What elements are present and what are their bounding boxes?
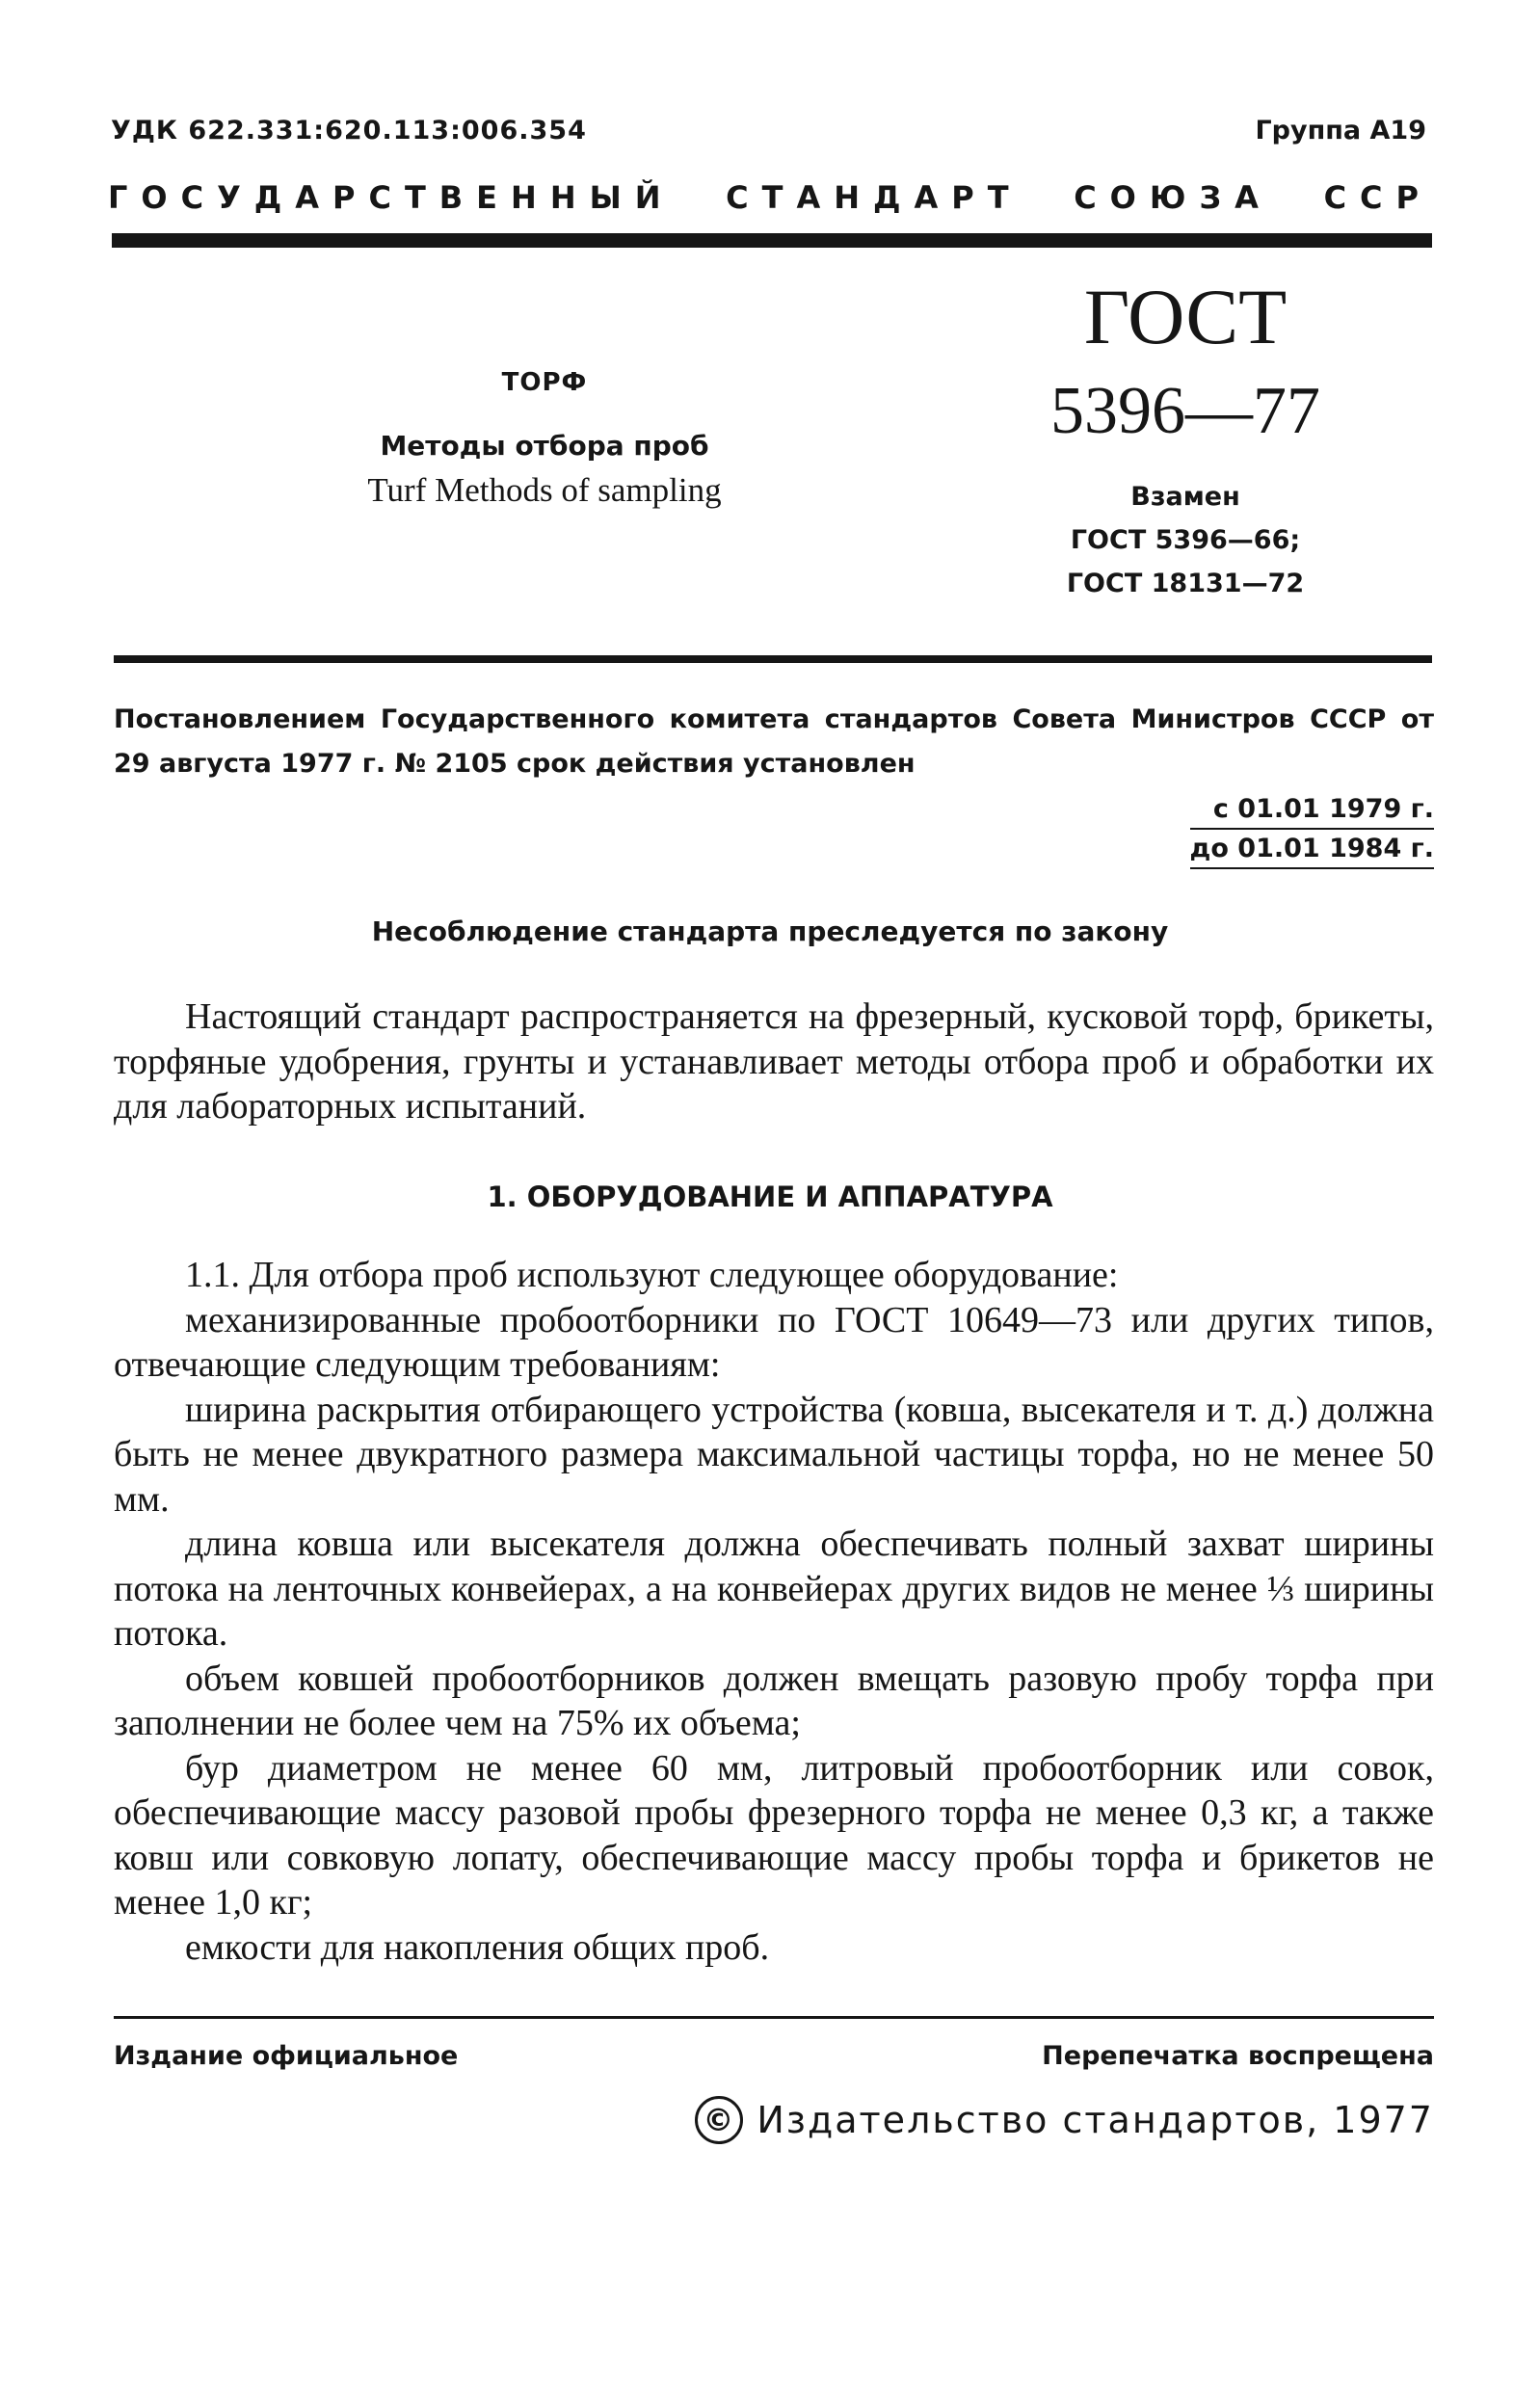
validity-dates bbox=[1190, 790, 1434, 869]
intro-paragraph: Настоящий стандарт распространяется на фрезерный, кусковой торф, брикеты, торфяные удобрения, грунты и устанавливает методы отбора проб и обработки их для лабораторных испытаний. bbox=[114, 996, 1434, 1127]
replaces-gost-2: ГОСТ 18131—72 bbox=[1066, 569, 1305, 598]
publisher-name: Издательство стандартов, 1977 bbox=[757, 2099, 1434, 2141]
gost-label: ГОСТ bbox=[1083, 273, 1288, 360]
state-word-2: СТАНДАРТ bbox=[726, 179, 1022, 216]
title-rule bbox=[114, 655, 1432, 663]
state-word-4: ССР bbox=[1323, 179, 1432, 216]
udk-code: УДК 622.331:620.113:006.354 bbox=[111, 116, 587, 146]
gost-number: 5396—77 bbox=[1050, 374, 1320, 448]
clause-paragraph: бур диаметром не менее 60 мм, литровый пробоотборник или совок, обеспечивающие массу разовой пробы фрезерного торфа не менее 0,3 кг, а также ковш или совковую лопату, обеспечивающие массу пробы торфа и брикетов не менее 1,0 кг; bbox=[114, 1747, 1434, 1923]
noncompliance-notice: Несоблюдение стандарта преследуется по закону bbox=[371, 915, 1169, 947]
replaces-gost-1: ГОСТ 5396—66; bbox=[1070, 525, 1301, 555]
clause-paragraph: длина ковша или высекателя должна обеспечивать полный захват ширины потока на ленточных конвейерах, а на конвейерах других видов не менее ⅓ ширины потока. bbox=[114, 1524, 1434, 1654]
intro-block bbox=[114, 995, 1434, 1129]
subject-title: ТОРФ bbox=[501, 368, 588, 397]
edition-label: Издание официальное bbox=[114, 2041, 459, 2071]
clause-paragraph: механизированные пробоотборники по ГОСТ 10649—73 или других типов, отвечающие следующим требованиям: bbox=[114, 1299, 1434, 1385]
section-1-title: 1. ОБОРУДОВАНИЕ И АППАРАТУРА bbox=[487, 1180, 1053, 1213]
state-word-1: ГОСУДАРСТВЕННЫЙ bbox=[108, 179, 675, 216]
english-title: Turf Methods of sampling bbox=[367, 471, 722, 509]
replaces-label: Взамен bbox=[1130, 482, 1240, 512]
section-1-body bbox=[114, 1253, 1434, 1970]
valid-to: до 01.01 1984 г. bbox=[1190, 830, 1434, 869]
gost-block bbox=[1041, 273, 1330, 598]
state-standard-banner bbox=[108, 179, 1432, 216]
clause-paragraph: ширина раскрытия отбирающего устройства (ковша, высекателя и т. д.) должна быть не менее двукратного размера максимальной частицы торфа, но не менее 50 мм. bbox=[114, 1389, 1434, 1520]
group-code: Группа А19 bbox=[1255, 116, 1426, 146]
clause-paragraph: емкости для накопления общих проб. bbox=[185, 1926, 770, 1968]
clause-paragraph: объем ковшей пробоотборников должен вмещать разовую пробу торфа при заполнении не более чем на 75% их объема; bbox=[114, 1658, 1434, 1743]
copyright-icon: © bbox=[695, 2096, 743, 2144]
state-word-3: СОЮЗА bbox=[1074, 179, 1272, 216]
valid-from: с 01.01 1979 г. bbox=[1190, 790, 1434, 830]
header-rule bbox=[112, 233, 1432, 248]
decree-text: Постановлением Государственного комитета стандартов Совета Министров СССР от 29 августа 1977 г. № 2105 срок действия установлен bbox=[114, 704, 1434, 779]
footer-rule bbox=[114, 2016, 1434, 2019]
reprint-notice: Перепечатка воспрещена bbox=[1042, 2041, 1434, 2071]
title-block bbox=[289, 368, 800, 510]
publisher-line bbox=[695, 2096, 1434, 2144]
clause-paragraph: 1.1. Для отбора проб используют следующее оборудование: bbox=[185, 1255, 1119, 1295]
russian-title: Методы отбора проб bbox=[380, 430, 709, 462]
